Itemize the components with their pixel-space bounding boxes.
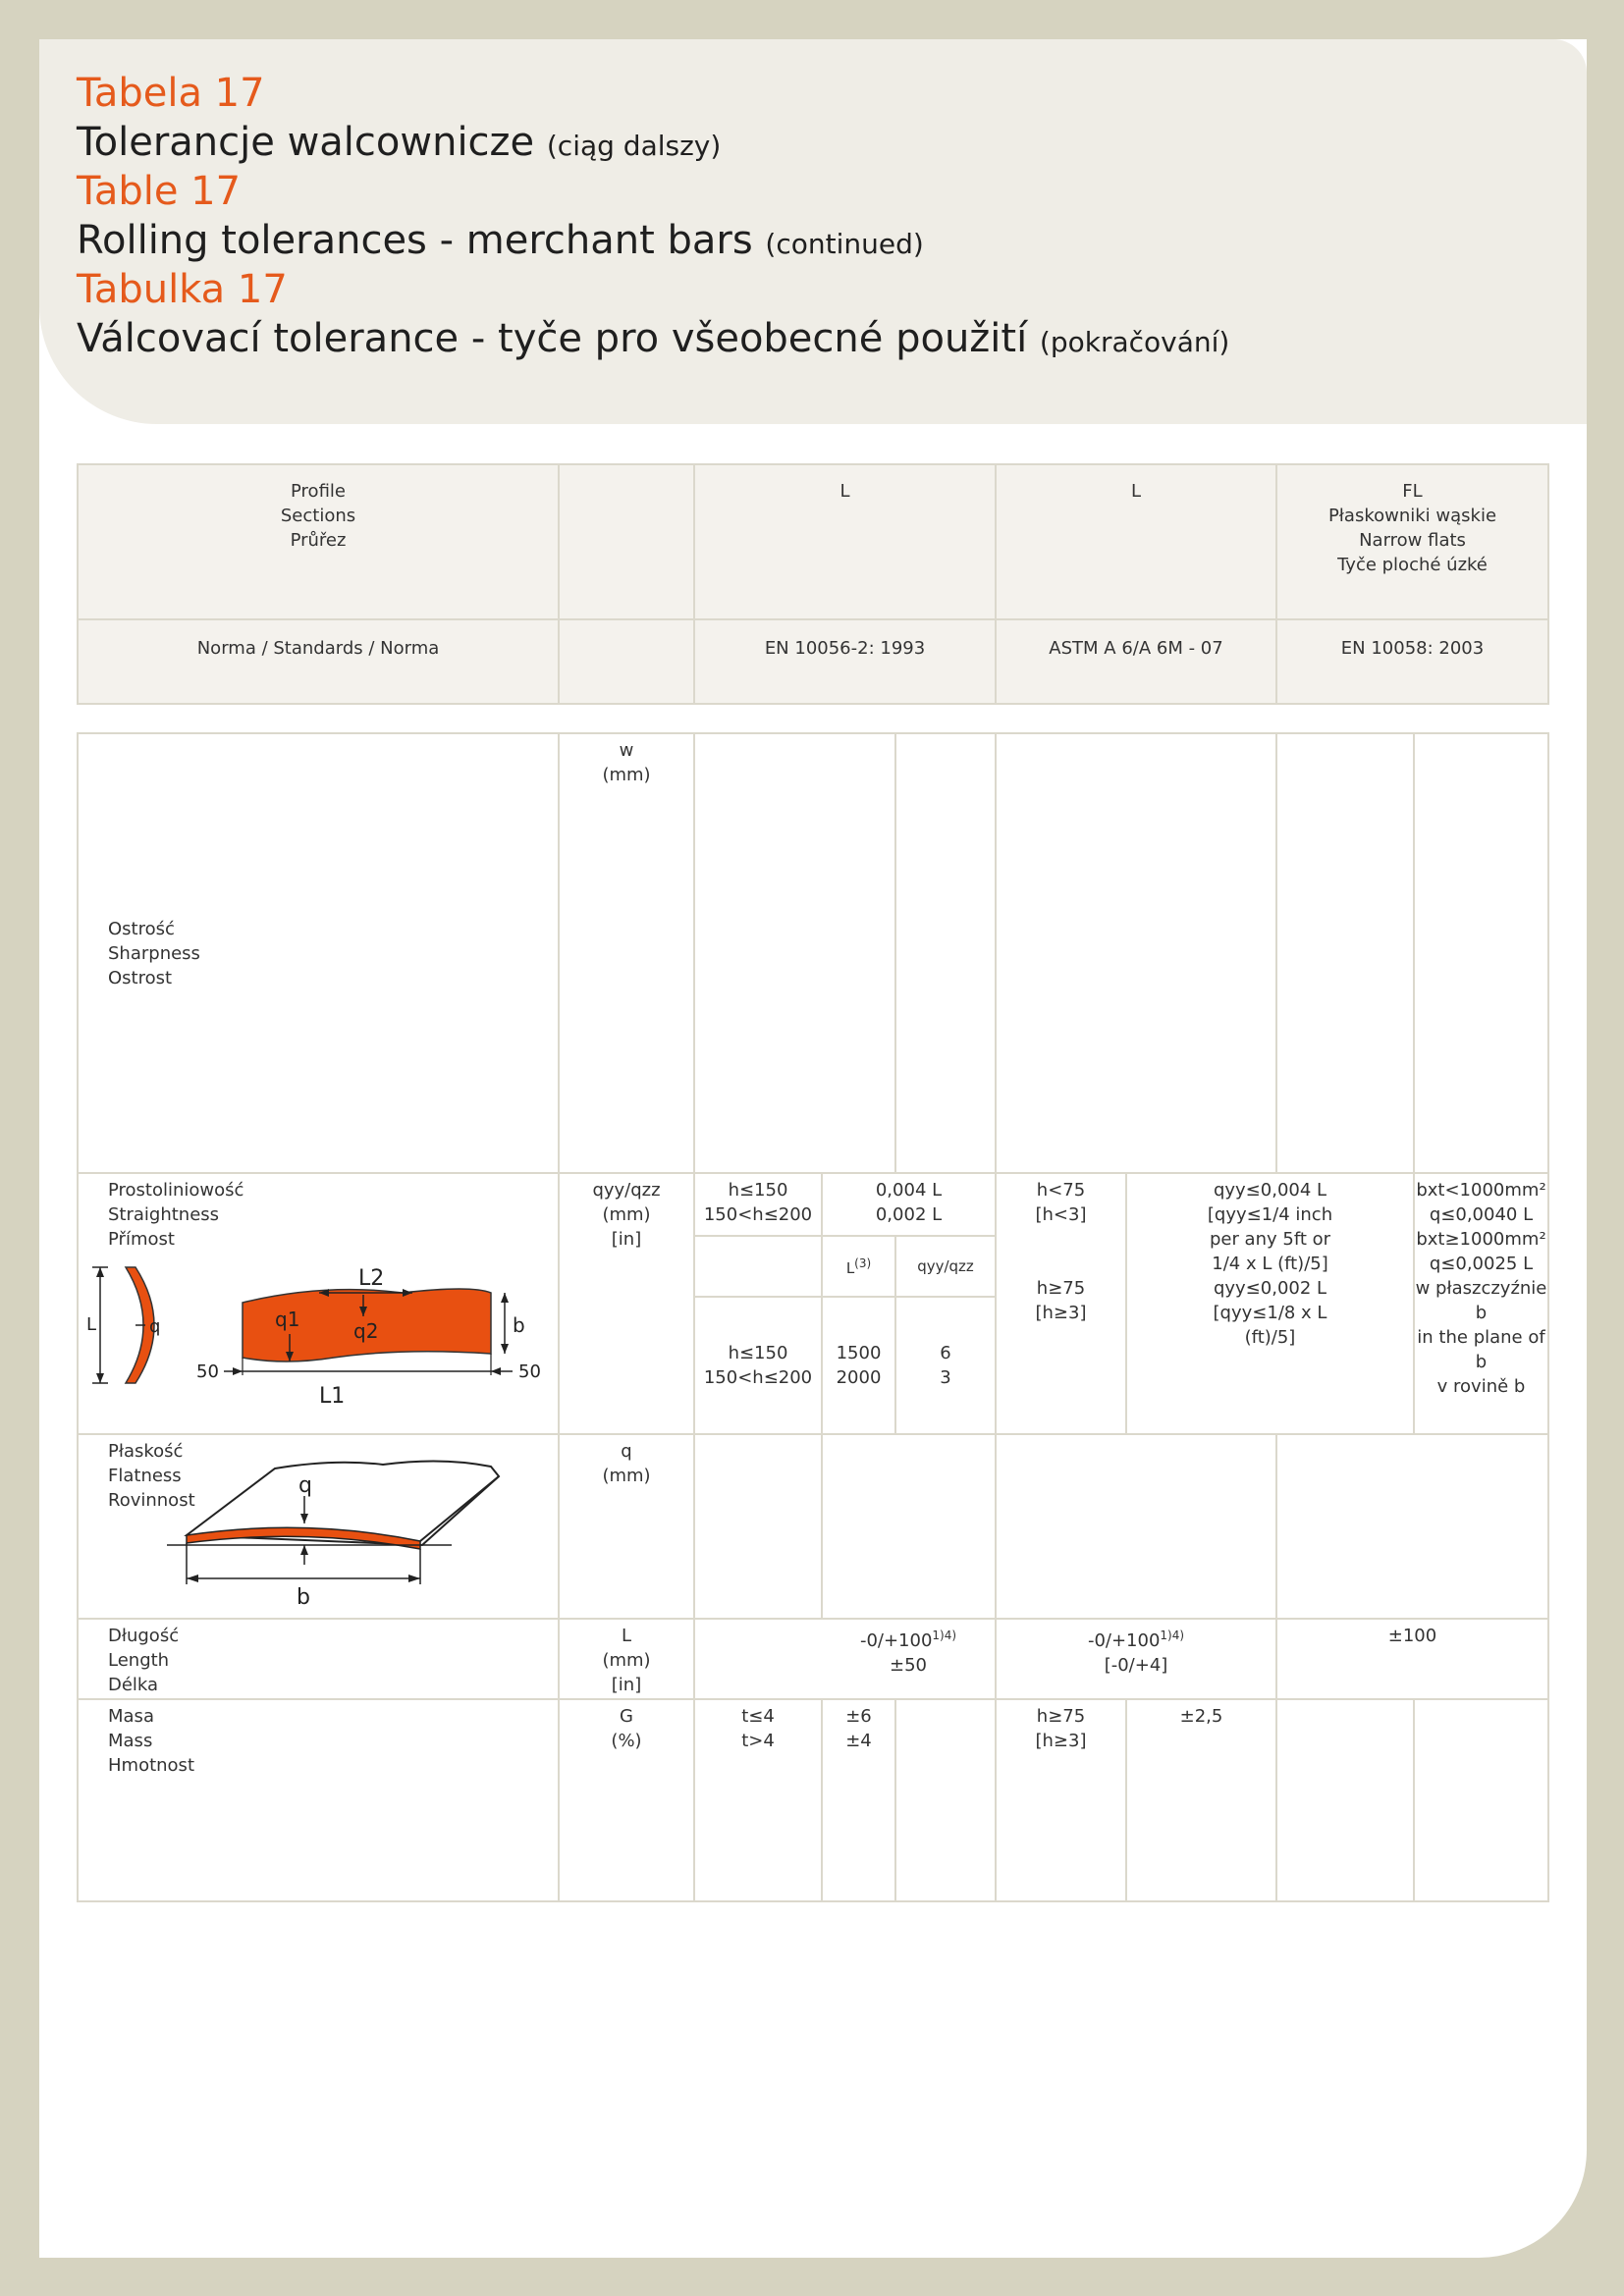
mass-row — [78, 1699, 1548, 1901]
sharpness-row — [78, 733, 1548, 1173]
fig-l-label: L — [86, 1314, 97, 1335]
norm-en-10058: EN 10058: 2003 — [1276, 619, 1548, 704]
cell — [996, 733, 1276, 1173]
cell — [895, 1699, 996, 1901]
cell — [1414, 1699, 1548, 1901]
section-l-header: L — [694, 464, 996, 619]
straightness-b-values: qyy≤0,004 L [qyy≤1/4 inch per any 5ft or 1/4 x L (ft)/5] qyy≤0,002 L [qyy≤1/8 x L (ft)/5] — [1126, 1173, 1414, 1434]
czech-table-label: Tabulka 17 — [77, 267, 288, 312]
fig-l1-label: L1 — [319, 1384, 346, 1409]
flatness-fig-b: b — [297, 1585, 310, 1610]
mass-b-value: ±2,5 — [1126, 1699, 1276, 1901]
straightness-b-heights: h<75 [h<3] h≥75 [h≥3] — [996, 1173, 1126, 1434]
fig-l2-label: L2 — [358, 1266, 385, 1291]
english-title: Rolling tolerances - merchant bars (continued) — [77, 218, 924, 263]
cell — [1276, 1699, 1414, 1901]
cell — [694, 1619, 822, 1699]
czech-title: Válcovací tolerance - tyče pro všeobecné použití (pokračování) — [77, 316, 1230, 361]
straightness-c-values: bxt<1000mm² q≤0,0040 L bxt≥1000mm² q≤0,0025 L w płaszczyźnie b in the plane of b v rovině b — [1414, 1173, 1548, 1434]
sharpness-label: Ostrość Sharpness Ostrost — [78, 733, 559, 1173]
length-label: Długość Length Délka — [78, 1619, 559, 1699]
unit-header — [559, 464, 694, 619]
fig-fifty-left: 50 — [196, 1362, 219, 1382]
cell — [1414, 733, 1548, 1173]
length-a-values: $-0/+100^{1)4)}$ ±50 — [822, 1619, 996, 1699]
straightness-a-heights: h≤150 150<h≤200 — [694, 1173, 822, 1236]
flatness-label: Płaskość Flatness Rovinnost q b — [78, 1434, 559, 1619]
section-l-astm-header: L — [996, 464, 1276, 619]
polish-table-label: Tabela 17 — [77, 71, 265, 116]
sharpness-unit: w (mm) — [559, 733, 694, 1173]
cell — [1276, 733, 1414, 1173]
fig-b-label: b — [513, 1313, 525, 1337]
cell — [694, 1236, 822, 1297]
english-table-label: Table 17 — [77, 169, 242, 214]
straightness-sub-l: $L^{(3)}$ — [822, 1236, 895, 1297]
cell — [694, 1434, 822, 1619]
straightness-a-deviations: 6 3 — [895, 1297, 996, 1434]
length-b-values: $-0/+100^{1)4)}$ [-0/+4] — [996, 1619, 1276, 1699]
length-row — [78, 1619, 1548, 1699]
flatness-row — [78, 1434, 1548, 1619]
length-unit: L (mm) [in] — [559, 1619, 694, 1699]
fig-q2-label: q2 — [353, 1319, 379, 1343]
length-c-value: ±100 — [1276, 1619, 1548, 1699]
straightness-sub-q: qyy/qzz — [895, 1236, 996, 1297]
tolerance-table — [77, 732, 1549, 1902]
fig-q-label: q — [149, 1316, 161, 1337]
flatness-figure — [157, 1447, 550, 1614]
mass-label: Masa Mass Hmotnost — [78, 1699, 559, 1901]
flatness-fig-q: q — [298, 1473, 312, 1498]
page-header — [39, 39, 1587, 424]
straightness-figure — [79, 1257, 550, 1424]
straightness-row — [78, 1173, 1548, 1236]
mass-a-thickness: t≤4 t>4 — [694, 1699, 822, 1901]
polish-title: Tolerancje walcownicze (ciąg dalszy) — [77, 120, 722, 165]
norm-label: Norma / Standards / Norma — [78, 619, 559, 704]
cell — [1276, 1434, 1548, 1619]
norm-astm: ASTM A 6/A 6M - 07 — [996, 619, 1276, 704]
section-fl-header: FL Płaskowniki wąskie Narrow flats Tyče ploché úzké — [1276, 464, 1548, 619]
straightness-a-heights-2: h≤150 150<h≤200 — [694, 1297, 822, 1434]
straightness-a-lengths: 1500 2000 — [822, 1297, 895, 1434]
mass-a-values: ±6 ±4 — [822, 1699, 895, 1901]
norm-en-10056: EN 10056-2: 1993 — [694, 619, 996, 704]
sections-table — [77, 463, 1549, 705]
flatness-unit: q (mm) — [559, 1434, 694, 1619]
straightness-a-values: 0,004 L 0,002 L — [822, 1173, 996, 1236]
mass-b-heights: h≥75 [h≥3] — [996, 1699, 1126, 1901]
fig-fifty-right: 50 — [518, 1362, 541, 1382]
norm-unit — [559, 619, 694, 704]
page — [39, 39, 1587, 2258]
fig-q1-label: q1 — [275, 1308, 300, 1331]
straightness-unit: qyy/qzz (mm) [in] — [559, 1173, 694, 1434]
cell — [694, 733, 895, 1173]
cell — [895, 733, 996, 1173]
cell — [996, 1434, 1276, 1619]
straightness-label: Prostoliniowość Straightness Přímost L q L2 q1 q2 b 50 50 L1 — [78, 1173, 559, 1434]
cell — [822, 1434, 996, 1619]
profile-header: Profile Sections Průřez — [78, 464, 559, 619]
mass-unit: G (%) — [559, 1699, 694, 1901]
